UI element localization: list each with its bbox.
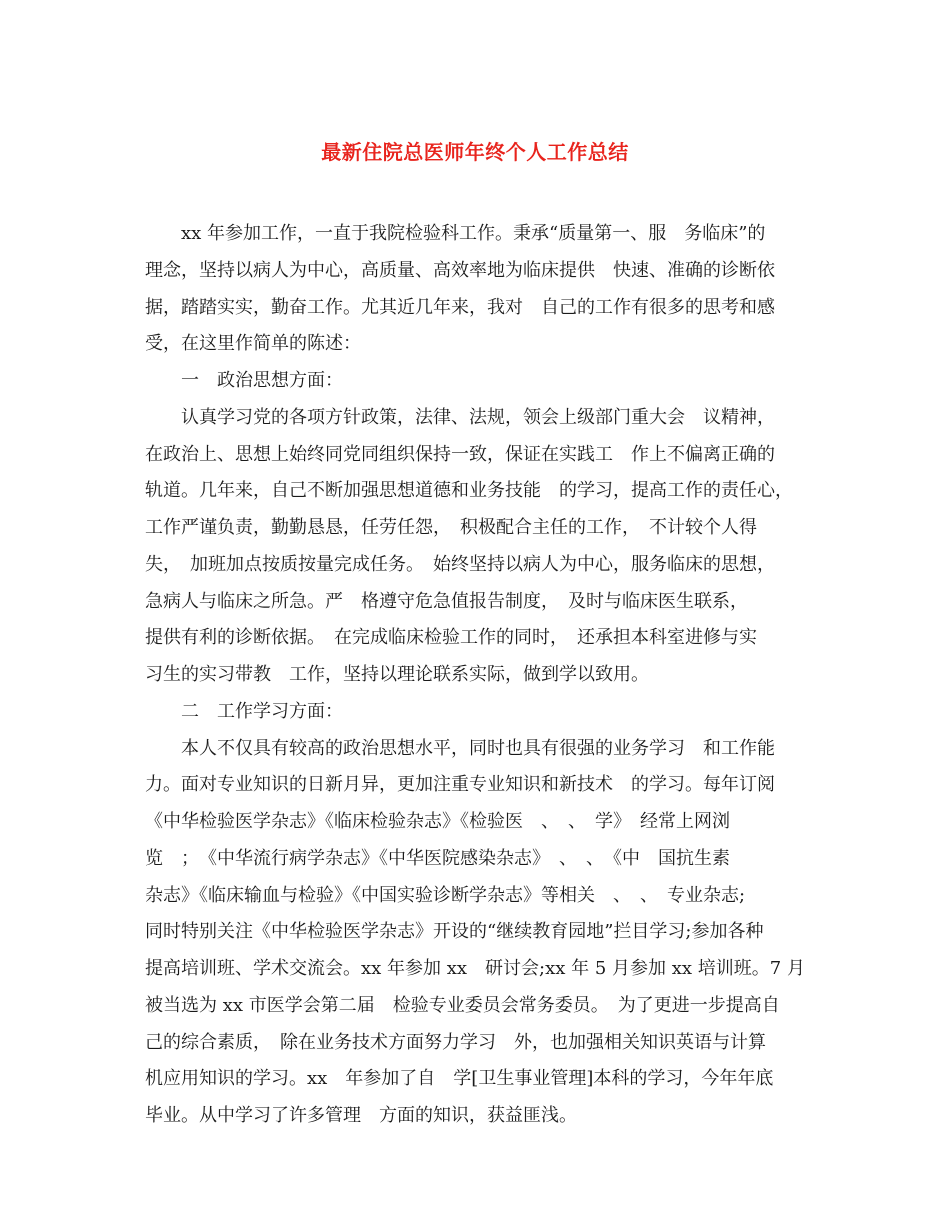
body-line: 提供有利的诊断依据。 在完成临床检验工作的同时， 还承担本科室进修与实 bbox=[145, 627, 757, 649]
body-line: 工作严谨负责，勤勤恳恳，任劳任怨， 积极配合主任的工作， 不计较个人得 bbox=[145, 517, 757, 538]
body-line: 毕业。从中学习了许多管理 方面的知识，获益匪浅。 bbox=[145, 1105, 577, 1126]
body-line: 提高培训班、学术交流会。xx 年参加 xx 研讨会;xx 年 5 月参加 xx 培训班。7 月 bbox=[145, 958, 805, 979]
body-line: 被当选为 xx 市医学会第二届 检验专业委员会常务委员。 为了更进一步提高自 bbox=[145, 994, 780, 1016]
body-line: 习生的实习带教 工作，坚持以理论联系实际，做到学以致用。 bbox=[145, 664, 649, 685]
section-heading-work-study: 二 工作学习方面： bbox=[181, 700, 343, 722]
body-line: 在政治上、思想上始终同党同组织保持一致，保证在实践工 作上不偏离正确的 bbox=[145, 443, 775, 465]
body-line: 理念，坚持以病人为中心，高质量、高效率地为临床提供 快速、准确的诊断依 bbox=[145, 259, 775, 281]
body-line: 己的综合素质， 除在业务技术方面努力学习 外，也加强相关知识英语与计算 bbox=[145, 1031, 766, 1053]
body-line: 受，在这里作简单的陈述： bbox=[145, 333, 361, 355]
body-line: 《中华检验医学杂志》《临床检验杂志》《检验医 、 、 学》 经常上网浏 bbox=[145, 811, 730, 832]
body-line: 机应用知识的学习。xx 年参加了自 学[卫生事业管理]本科的学习，今年年底 bbox=[145, 1068, 774, 1090]
body-line: 览 ； 《中华流行病学杂志》《中华医院感染杂志》 、 、 《中 国抗生素 bbox=[145, 847, 730, 869]
body-line: 力。面对专业知识的日新月异，更加注重专业知识和新技术 的学习。每年订阅 bbox=[145, 774, 775, 796]
document-body bbox=[145, 216, 805, 1135]
body-line: 据，踏踏实实，勤奋工作。尤其近几年来，我对 自己的工作有很多的思考和感 bbox=[145, 296, 775, 318]
body-line: 本人不仅具有较高的政治思想水平，同时也具有很强的业务学习 和工作能 bbox=[181, 737, 775, 759]
body-line: 失， 加班加点按质按量完成任务。 始终坚持以病人为中心，服务临床的思想， bbox=[145, 553, 775, 575]
body-line: xx 年参加工作，一直于我院检验科工作。秉承“质量第一、服 务临床”的 bbox=[181, 223, 766, 244]
body-line: 杂志》《临床输血与检验》《中国实验诊断学杂志》等相关 、 、 专业杂志; bbox=[145, 884, 746, 906]
body-line: 轨道。几年来，自己不断加强思想道德和业务技能 的学习，提高工作的责任心， bbox=[145, 480, 793, 502]
body-line: 认真学习党的各项方针政策，法律、法规，领会上级部门重大会 议精神， bbox=[181, 406, 775, 428]
section-heading-politics: 一 政治思想方面： bbox=[181, 370, 343, 391]
body-line: 急病人与临床之所急。严 格遵守危急值报告制度， 及时与临床医生联系， bbox=[145, 590, 748, 612]
body-line: 同时特别关注《中华检验医学杂志》开设的“继续教育园地”拦目学习;参加各种 bbox=[145, 921, 764, 943]
document-title: 最新住院总医师年终个人工作总结 bbox=[321, 140, 629, 164]
